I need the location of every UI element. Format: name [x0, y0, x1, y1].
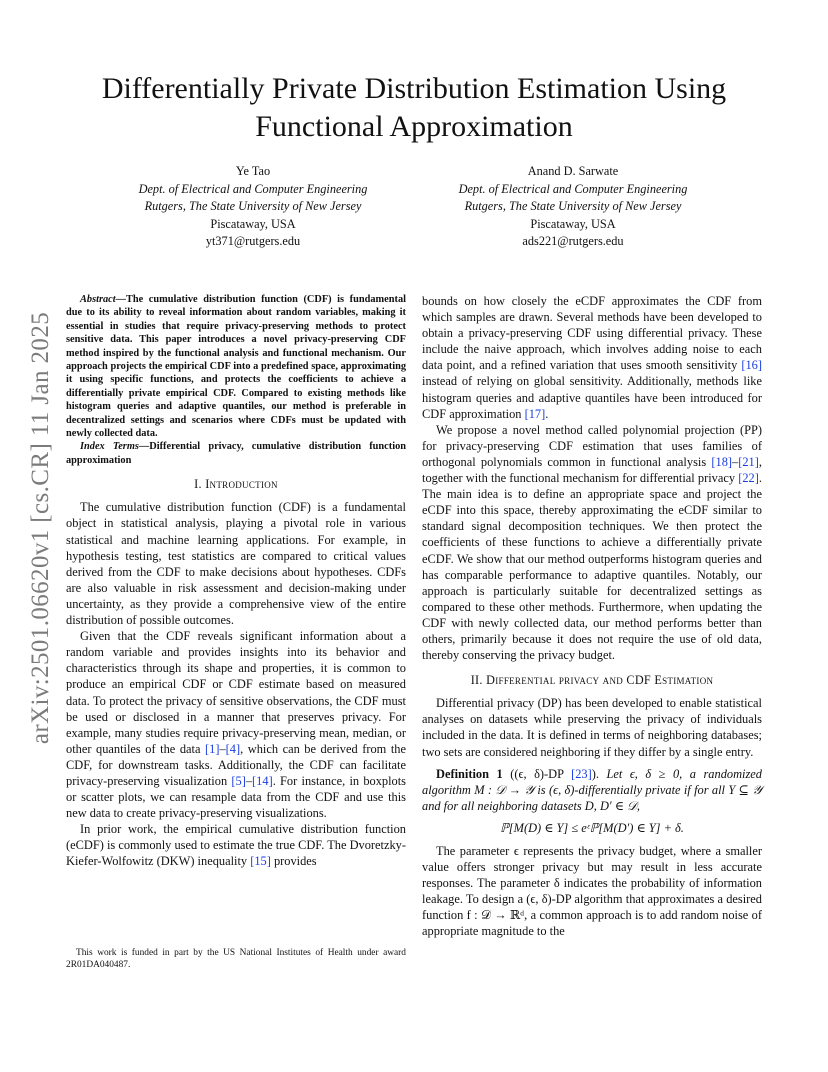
arxiv-identifier[interactable]: arXiv:2501.06620v1 [cs.CR] 11 Jan 2025	[27, 311, 54, 745]
citation-link[interactable]: [21]	[738, 454, 759, 469]
citation-link[interactable]: [18]	[711, 454, 733, 469]
text-span: provides	[270, 854, 317, 869]
citation-link[interactable]: [23]	[571, 766, 592, 781]
funding-footnote: This work is funded in part by the US National Institutes of Health under award 2R01DA040487.	[66, 948, 406, 971]
left-column	[66, 293, 406, 870]
text-span: , together with the functional mechanism for differential privacy	[422, 454, 762, 486]
text-span: –	[732, 454, 739, 469]
text-span: –	[245, 773, 253, 788]
citation-link[interactable]: [22]	[738, 471, 759, 486]
citation-link[interactable]: [15]	[250, 854, 271, 869]
intro-paragraph-3	[66, 821, 406, 869]
right-paragraph-2	[422, 422, 762, 663]
definition-1	[422, 766, 762, 814]
citation-link[interactable]: [16]	[741, 358, 762, 373]
citation-link[interactable]: [1]	[205, 741, 220, 756]
author-university: Rutgers, The State University of New Jersey	[144, 199, 362, 213]
section-heading-dp: II. Differential privacy and CDF Estimation	[470, 673, 714, 688]
text-span: We propose a novel method called polynomial projection (PP) for privacy-preserving CDF estimation that uses families of orthogonal polynomials common in functional analysis	[422, 422, 762, 469]
text-span: . For instance, in boxplots or scatter plots, we can resample data from the CDF and use this new data to create privacy-preserving visualizations.	[66, 773, 407, 821]
author-name: Ye Tao	[235, 164, 271, 178]
text-span: –	[219, 741, 226, 756]
abstract-body: —The cumulative distribution function (CDF) is fundamental due to its ability to reveal information about random variables, making it essential in studies that require privacy-preserving methods to protect sensitive data. This paper introduces a novel privacy-preserving CDF method inspired by the functional analysis and functional mechanism. Our approach projects the empirical CDF into a predefined space, approximating it using specific functions, and protects the coefficients to achieve a differentially private empirical CDF. Compared to existing methods like histogram queries and adaptive quantiles, our method is preferable in decentralized settings and scenarios where CDFs must be updated with newly collected data.	[66, 294, 406, 440]
paper-title: Differentially Private Distribution Estimation Using Functional Approximation	[101, 72, 727, 143]
text-span: ((ϵ, δ)-DP	[502, 766, 572, 781]
author-university: Rutgers, The State University of New Jersey	[464, 199, 682, 213]
author-city: Piscataway, USA	[530, 216, 616, 231]
right-paragraph-1	[422, 293, 762, 422]
author-email[interactable]: ads221@rutgers.edu	[522, 234, 624, 248]
section-heading-introduction: I. Introduction	[194, 477, 278, 492]
dp-paragraph: Differential privacy (DP) has been developed to enable statistical analyses on datasets while preserving the privacy of individuals included in the data. It is defined in terms of neighboring databases; two sets are considered neighboring if they differ by a single entry.	[422, 696, 762, 759]
index-terms-body: —Differential privacy, cumulative distribution function approximation	[66, 441, 406, 466]
dp-equation: ℙ[M(D) ∈ Y] ≤ eᵋℙ[M(D′) ∈ Y] + δ.	[500, 820, 684, 835]
author-dept: Dept. of Electrical and Computer Engineering	[458, 181, 688, 196]
text-span: ).	[591, 766, 599, 781]
definition-label: Definition 1	[436, 766, 503, 781]
intro-paragraph-1: The cumulative distribution function (CDF) is a fundamental object in statistical analysis, playing a pivotal role in various statistical and machine learning applications. For example, in hypothesis testing, test statistics are compared to critical values derived from the CDF to make decisions about hypotheses. CDFs are also valuable in risk assessment and decision-making under uncertainty, as they provide a comprehensive view of the entire distribution of possible outcomes.	[66, 500, 406, 628]
citation-link[interactable]: [4]	[225, 741, 241, 756]
abstract-lead: Abstract	[80, 294, 116, 305]
citation-link[interactable]: [17]	[524, 406, 546, 421]
definition-body: Let ϵ, δ ≥ 0, a randomized algorithm M : 𝒟 → 𝒴 is (ϵ, δ)-differentially private if for all Y ⊆ 𝒴 and for all neighboring datasets D, D′ ∈ 𝒟,	[422, 766, 762, 813]
author-email[interactable]: yt371@rutgers.edu	[205, 234, 301, 248]
text-span: , which can be derived from the CDF, for downstream tasks. Additionally, the CDF can facilitate privacy-preserving visualization	[66, 741, 406, 788]
text-span: instead of relying on global sensitivity. Additionally, methods like histogram queries and adaptive quantiles have been introduced for CDF approximation	[422, 374, 762, 421]
index-terms-lead: Index Terms	[80, 441, 139, 453]
parameter-paragraph: The parameter ϵ represents the privacy budget, where a smaller value offers stronger privacy but may result in less accurate responses. The parameter δ indicates the probability of information leakage. To design a (ϵ, δ)-DP algorithm that approximates a desired function f : 𝒟 → ℝᵈ, a common approach is to add random noise of appropriate magnitude to the	[422, 844, 762, 939]
right-column	[422, 293, 762, 940]
intro-paragraph-2	[66, 628, 406, 821]
abstract	[66, 293, 406, 440]
text-span: . The main idea is to define an appropriate space and project the eCDF into this space, thereby approximating the eCDF similar to standard signal decomposition techniques. We then protect the coefficients of these functions to achieve a differentially private eCDF. We show that our method outperforms histogram queries and has comparable performance to adaptive quantiles. Notably, our approach is particularly suitable for decentralized settings as compared to these other methods. Furthermore, when updating the CDF with newly collected data, our method performs better than others, primarily because it does not require the use of old data, thereby conserving the privacy budget.	[422, 471, 762, 663]
author-dept: Dept. of Electrical and Computer Engineering	[138, 181, 368, 196]
author-city: Piscataway, USA	[210, 216, 296, 231]
author-block-2	[402, 163, 744, 251]
text-span: In prior work, the empirical cumulative distribution function (eCDF) is commonly used to estimate the true CDF. The Dvoretzky-Kiefer-Wolfowitz (DKW) inequality	[66, 822, 406, 869]
citation-link[interactable]: [14]	[252, 773, 273, 788]
text-span: bounds on how closely the eCDF approximates the CDF from which samples are drawn. Several methods have been developed to obtain a privacy-preserving CDF using differential privacy. These include the naive approach, which involves adding noise to each data point, and a refined variation that uses smooth sensitivity	[422, 294, 762, 373]
citation-link[interactable]: [5]	[231, 773, 246, 788]
index-terms	[66, 440, 406, 467]
author-block-1	[82, 163, 424, 251]
author-name: Anand D. Sarwate	[527, 164, 619, 178]
text-span: .	[545, 406, 549, 421]
text-span: Given that the CDF reveals significant information about a random variable and provides insights into its behavior and characteristics through its shape and properties, it is common to produce an empirical CDF or CDF estimate based on measured data. To protect the privacy of sensitive observations, the CDF must be used or disclosed in a manner that preserves privacy. For example, many studies require privacy-preserving mean, median, or other quantiles of the data	[66, 629, 406, 756]
